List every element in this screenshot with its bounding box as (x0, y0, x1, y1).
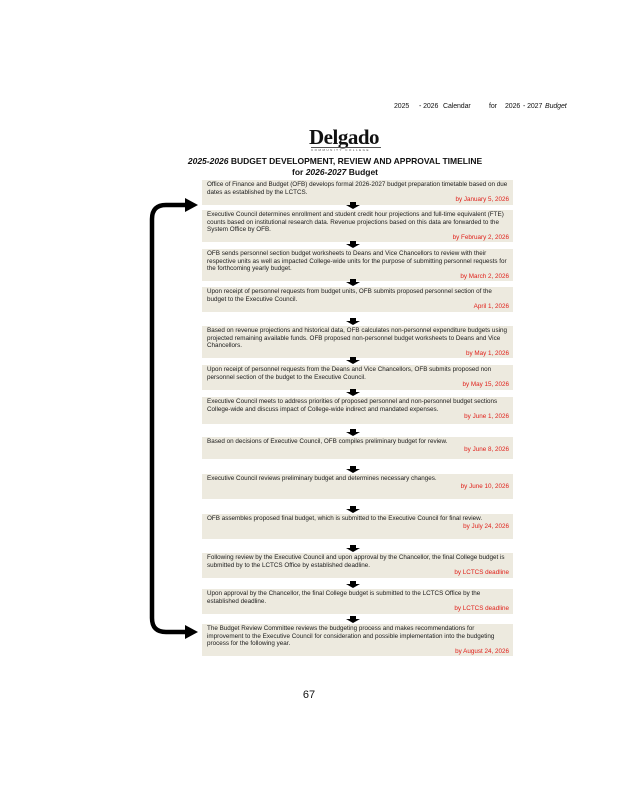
step-text: Following review by the Executive Council and upon approval by the Chancellor, the final College budget is submitted by to the LCTCS Office by established deadline. (207, 554, 505, 569)
step-due-date: by June 8, 2026 (464, 445, 509, 453)
step-due-date: by June 1, 2026 (464, 413, 509, 421)
step-due-date: by LCTCS deadline (454, 569, 509, 577)
step-due-date: by May 15, 2026 (462, 381, 509, 389)
step-text: Upon approval by the Chancellor, the final College budget is submitted to the LCTCS Office by the established deadline. (207, 590, 481, 605)
title-for: for (291, 167, 304, 177)
step-text: Executive Council determines enrollment and student credit hour projections and full-time equivalent (FTE) counts based on institutional research data. Revenue projections based on this data are forwarded to the System Office by OFB. (207, 211, 504, 234)
title-for-years: 2026-2027 (305, 167, 347, 177)
step-text: Based on revenue projections and historical data, OFB calculates non-personnel expenditure budgets using projected remaining available funds. OFB proposed non-personnel budget worksheets to Deans and Vice Chancellors. (207, 327, 507, 350)
step-text: Executive Council meets to address priorities of proposed personnel and non-personnel budget sections College-wide and discuss impact of College-wide indirect and mandated expenses. (207, 398, 498, 413)
title-years: 2025-2026 (187, 156, 229, 166)
header-next-year-start: 2026 (505, 103, 521, 110)
header-next-year-end: - 2027 (523, 103, 543, 110)
step-text: Based on decisions of Executive Council, OFB compiles preliminary budget for review. (207, 438, 448, 445)
step-due-date: April 1, 2026 (473, 303, 509, 311)
logo-tagline: COMMUNITY COLLEGE (311, 147, 381, 152)
header-budget: Budget (545, 103, 567, 110)
header-year-start: 2025 (394, 103, 410, 110)
title-budget: Budget (348, 167, 379, 177)
step-text: OFB assembles proposed final budget, which is submitted to the Executive Council for final review. (207, 515, 483, 522)
step-text: The Budget Review Committee reviews the budgeting process and makes recommendations for improvement to the Executive Council for consideration and possible implementation into the budgeting process for the following year. (207, 625, 495, 648)
title-text: BUDGET DEVELOPMENT, REVIEW AND APPROVAL TIMELINE (230, 156, 483, 166)
header-for: for (489, 103, 497, 110)
delgado-logo: Delgado (309, 125, 379, 149)
step-due-date: by June 10, 2026 (460, 482, 509, 490)
step-due-date: by January 5, 2026 (455, 196, 509, 204)
step-due-date: by May 1, 2026 (465, 349, 509, 357)
step-text: Office of Finance and Budget (OFB) develops formal 2026-2027 budget preparation timetable based on due dates as established by the LCTCS. (207, 181, 508, 196)
step-due-date: by August 24, 2026 (455, 647, 509, 655)
step-due-date: by LCTCS deadline (454, 605, 509, 613)
step-text: Upon receipt of personnel requests from the Deans and Vice Chancellors, OFB submits proposed non personnel section of the budget to the Executive Council. (207, 366, 492, 381)
step-text: Executive Council reviews preliminary budget and determines necessary changes. (207, 475, 437, 482)
header-calendar: Calendar (443, 103, 471, 110)
step-due-date: by March 2, 2026 (460, 272, 509, 280)
step-due-date: by February 2, 2026 (452, 233, 509, 241)
step-due-date: by July 24, 2026 (463, 522, 509, 530)
page-number: 67 (302, 689, 316, 701)
header-year-end: - 2026 (419, 103, 439, 110)
step-text: Upon receipt of personnel requests from budget units, OFB submits proposed personnel section of the budget to the Executive Council. (207, 288, 492, 303)
step-text: OFB sends personnel section budget worksheets to Deans and Vice Chancellors to review with their respective units as well as impacted College-wide units for the purpose of submitting personnel requests for the forthcoming yearly budget. (207, 250, 507, 273)
